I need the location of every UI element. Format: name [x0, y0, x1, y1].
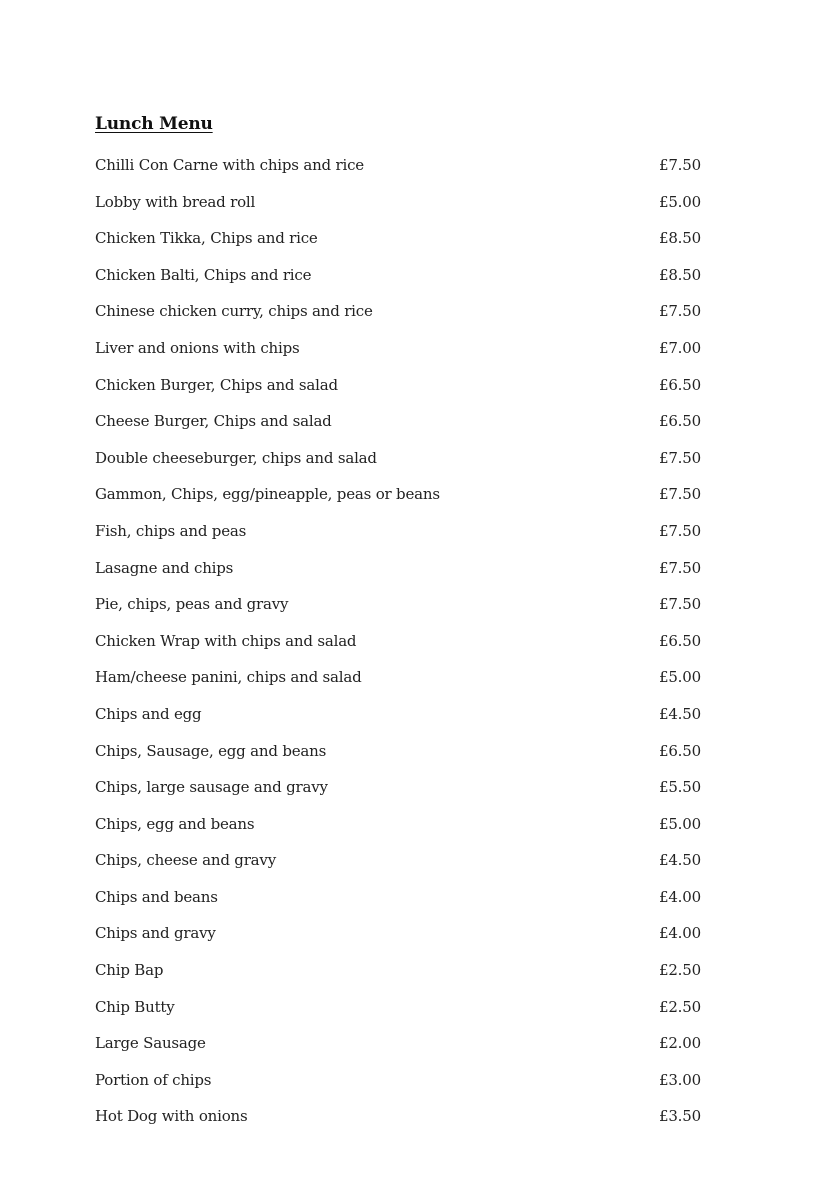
menu-item-price: £5.00	[659, 814, 701, 833]
menu-item-name: Chips and beans	[95, 887, 218, 906]
menu-item	[0, 918, 820, 955]
menu-item-price: £7.00	[659, 338, 701, 357]
menu-item	[0, 1065, 820, 1102]
menu-item-name: Gammon, Chips, egg/pineapple, peas or beans	[95, 485, 440, 504]
menu-item-price: £7.50	[659, 156, 701, 174]
menu-item	[0, 370, 820, 407]
menu-item-name: Large Sausage	[95, 1034, 206, 1053]
menu-item-name: Chinese chicken curry, chips and rice	[95, 302, 373, 321]
menu-item-name: Chips and gravy	[95, 924, 216, 943]
menu-item	[0, 1028, 820, 1065]
menu-item-name: Chicken Balti, Chips and rice	[95, 265, 312, 284]
menu-item	[0, 223, 820, 260]
menu-item-price: £4.00	[659, 887, 701, 906]
menu-item	[0, 589, 820, 626]
menu-item-name: Chip Bap	[95, 961, 164, 980]
menu-item-name: Chips, Sausage, egg and beans	[95, 741, 327, 760]
menu-item	[0, 955, 820, 992]
menu-item	[0, 736, 820, 773]
menu-item-price: £2.00	[659, 1034, 701, 1053]
menu-item-price: £7.50	[659, 302, 701, 321]
menu-item-name: Chicken Burger, Chips and salad	[95, 375, 338, 394]
menu-item	[0, 150, 820, 187]
menu-item	[0, 333, 820, 370]
menu-item	[0, 1101, 820, 1138]
menu-item	[0, 845, 820, 882]
menu-item-price: £6.50	[659, 412, 701, 431]
menu-item-price: £2.50	[659, 961, 701, 980]
menu-item-name: Chicken Wrap with chips and salad	[95, 631, 357, 650]
menu-list	[0, 150, 820, 1138]
menu-item-price: £7.50	[659, 595, 701, 614]
menu-item	[0, 406, 820, 443]
menu-item-name: Liver and onions with chips	[95, 338, 300, 357]
menu-title: Lunch Menu	[95, 114, 213, 134]
menu-item-price: £7.50	[659, 558, 701, 577]
menu-item-price: £4.50	[659, 851, 701, 870]
menu-item-price: £8.50	[659, 229, 701, 248]
menu-item-name: Cheese Burger, Chips and salad	[95, 412, 332, 431]
menu-item-price: £4.50	[659, 704, 701, 723]
menu-item	[0, 443, 820, 480]
menu-item	[0, 809, 820, 846]
menu-item-name: Chicken Tikka, Chips and rice	[95, 229, 318, 248]
menu-item-price: £7.50	[659, 521, 701, 540]
menu-item-name: Pie, chips, peas and gravy	[95, 595, 289, 614]
menu-item-name: Chip Butty	[95, 997, 175, 1016]
menu-item-name: Ham/cheese panini, chips and salad	[95, 668, 362, 687]
menu-item-name: Fish, chips and peas	[95, 521, 247, 540]
menu-item-price: £5.50	[659, 778, 701, 797]
menu-item-name: Lasagne and chips	[95, 558, 234, 577]
menu-item	[0, 516, 820, 553]
menu-item	[0, 187, 820, 224]
menu-item-price: £5.00	[659, 192, 701, 211]
menu-item	[0, 882, 820, 919]
menu-item-price: £6.50	[659, 741, 701, 760]
menu-item	[0, 992, 820, 1029]
menu-item-name: Chilli Con Carne with chips and rice	[95, 156, 364, 174]
menu-item	[0, 662, 820, 699]
menu-item-name: Chips and egg	[95, 704, 202, 723]
menu-item-price: £6.50	[659, 375, 701, 394]
menu-item-name: Chips, cheese and gravy	[95, 851, 276, 870]
menu-item-price: £2.50	[659, 997, 701, 1016]
menu-item-price: £4.00	[659, 924, 701, 943]
menu-item	[0, 772, 820, 809]
menu-item	[0, 479, 820, 516]
menu-item-price: £3.50	[659, 1107, 701, 1126]
menu-item-name: Double cheeseburger, chips and salad	[95, 448, 377, 467]
menu-item-name: Lobby with bread roll	[95, 192, 256, 211]
menu-item	[0, 699, 820, 736]
menu-item	[0, 626, 820, 663]
menu-item-name: Hot Dog with onions	[95, 1107, 248, 1126]
menu-item-price: £3.00	[659, 1070, 701, 1089]
menu-item	[0, 553, 820, 590]
menu-item	[0, 260, 820, 297]
menu-item-price: £7.50	[659, 448, 701, 467]
menu-item-name: Chips, egg and beans	[95, 814, 255, 833]
menu-item-price: £7.50	[659, 485, 701, 504]
menu-item	[0, 296, 820, 333]
menu-item-name: Chips, large sausage and gravy	[95, 778, 328, 797]
menu-item-price: £6.50	[659, 631, 701, 650]
menu-item-price: £8.50	[659, 265, 701, 284]
menu-item-name: Portion of chips	[95, 1070, 212, 1089]
menu-item-price: £5.00	[659, 668, 701, 687]
